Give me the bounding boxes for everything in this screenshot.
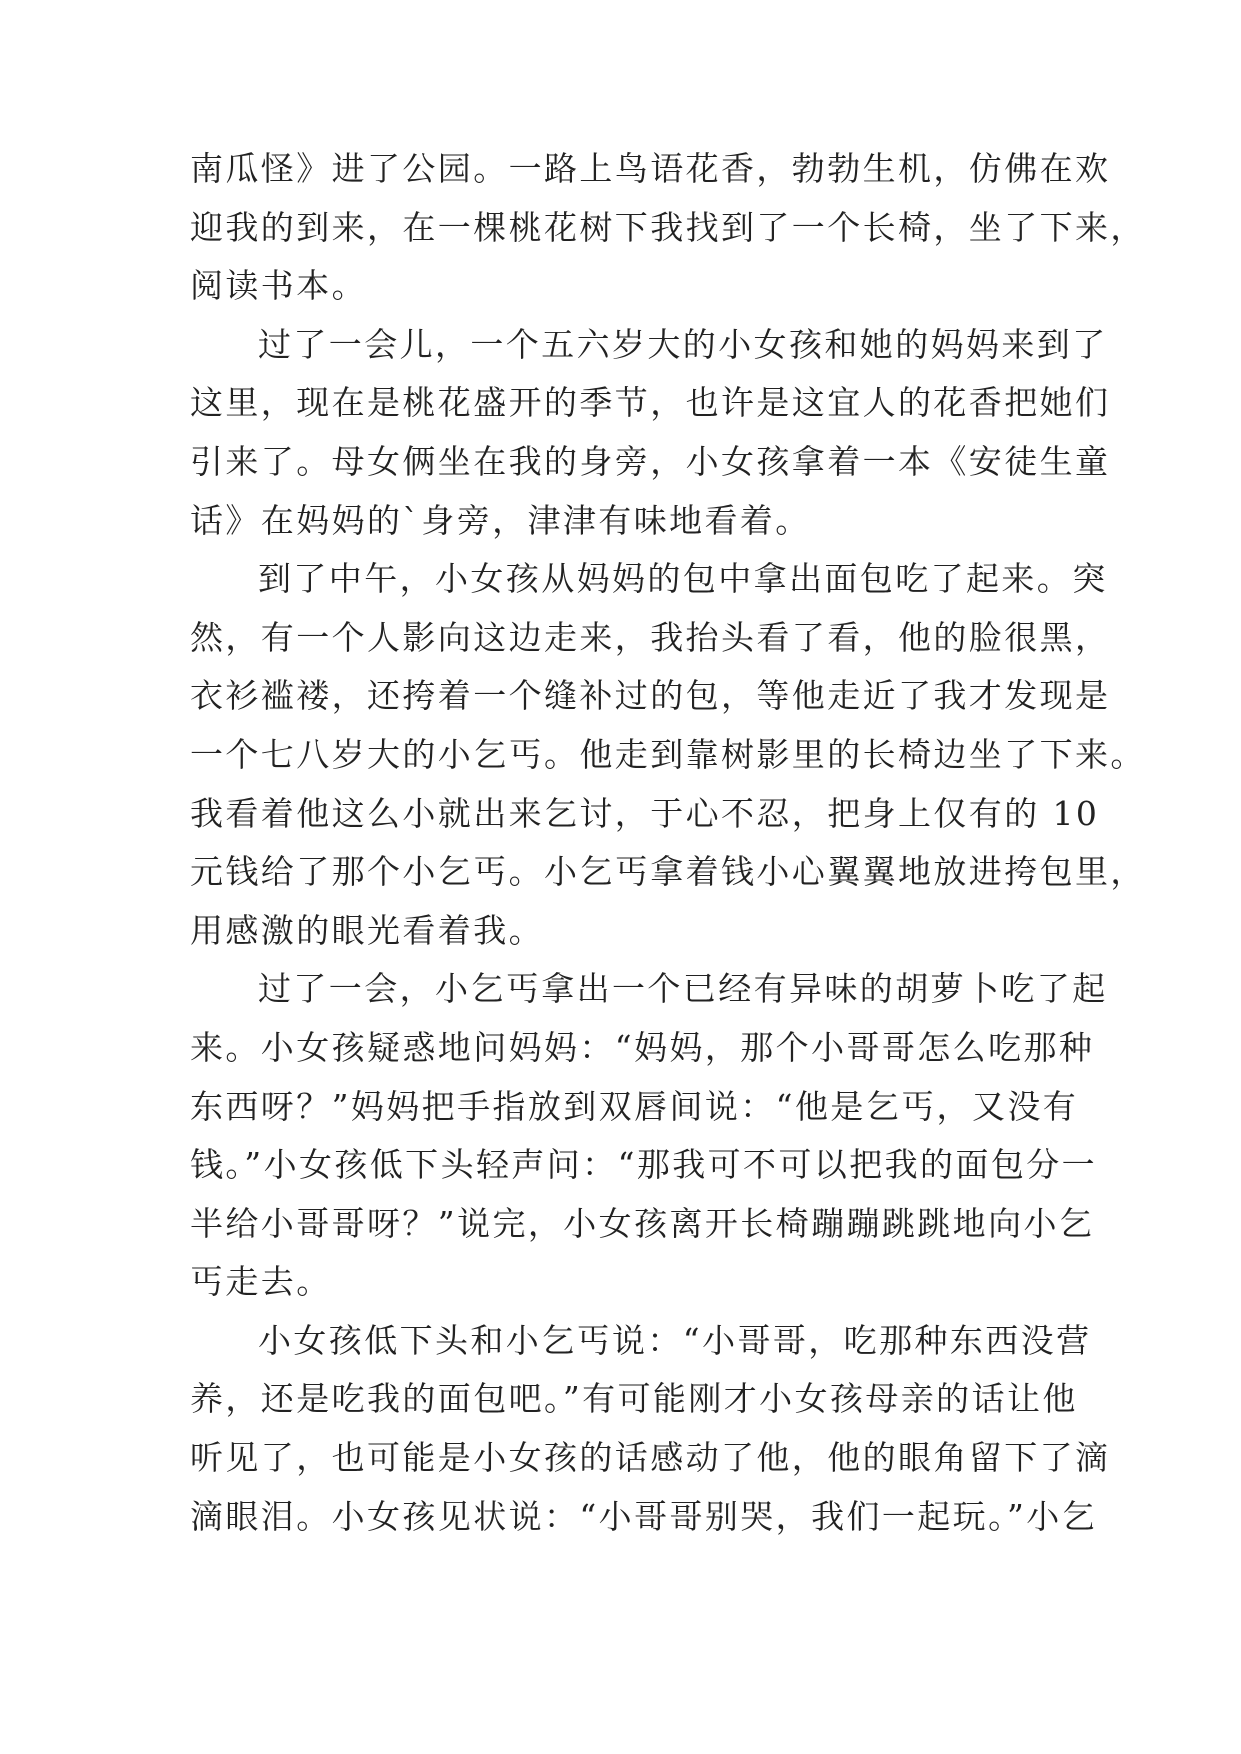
text-line: 钱。”小女孩低下头轻声问：“那我可不可以把我的面包分一 xyxy=(190,1145,1098,1185)
text-line: 用感激的眼光看着我。 xyxy=(190,910,544,950)
text-line: 衣衫褴褛，还挎着一个缝补过的包，等他走近了我才发现是 xyxy=(190,676,1111,716)
text-line: 来。小女孩疑惑地问妈妈：“妈妈，那个小哥哥怎么吃那种 xyxy=(190,1027,1095,1067)
text-line: 话》在妈妈的`身旁，津津有味地看着。 xyxy=(190,500,811,540)
text-line: 这里，现在是桃花盛开的季节，也许是这宜人的花香把她们 xyxy=(190,383,1111,423)
text-line: 到了中午，小女孩从妈妈的包中拿出面包吃了起来。突 xyxy=(258,559,1108,599)
text-line: 听见了，也可能是小女孩的话感动了他，他的眼角留下了滴 xyxy=(190,1438,1111,1478)
text-line: 南瓜怪》进了公园。一路上鸟语花香，勃勃生机，仿佛在欢 xyxy=(190,149,1111,188)
text-line: 元钱给了那个小乞丐。小乞丐拿着钱小心翼翼地放进挎包里， xyxy=(190,852,1146,892)
text-line: 滴眼泪。小女孩见状说：“小哥哥别哭，我们一起玩。”小乞 xyxy=(190,1496,1098,1536)
text-line: 迎我的到来，在一棵桃花树下我找到了一个长椅，坐了下来， xyxy=(190,207,1146,247)
text-line: 丐走去。 xyxy=(190,1262,332,1302)
text-line: 半给小哥哥呀？”说完，小女孩离开长椅蹦蹦跳跳地向小乞 xyxy=(190,1203,1095,1243)
text-line: 然，有一个人影向这边走来，我抬头看了看，他的脸很黑， xyxy=(190,617,1111,657)
text-line: 小女孩低下头和小乞丐说：“小哥哥，吃那种东西没营 xyxy=(258,1320,1092,1360)
text-line: 东西呀？”妈妈把手指放到双唇间说：“他是乞丐，又没有 xyxy=(190,1086,1079,1126)
text-line: 我看着他这么小就出来乞讨，于心不忍，把身上仅有的 10 xyxy=(190,793,1100,833)
text-line: 养，还是吃我的面包吧。”有可能刚才小女孩母亲的话让他 xyxy=(190,1379,1078,1419)
text-line: 引来了。母女俩坐在我的身旁，小女孩拿着一本《安徒生童 xyxy=(190,441,1111,481)
text-line: 过了一会儿，一个五六岁大的小女孩和她的妈妈来到了 xyxy=(258,324,1108,364)
document-body xyxy=(190,140,1146,1546)
text-line: 过了一会，小乞丐拿出一个已经有异味的胡萝卜吃了起 xyxy=(258,969,1108,1009)
text-line: 阅读书本。 xyxy=(190,266,367,306)
text-line: 一个七八岁大的小乞丐。他走到靠树影里的长椅边坐了下来。 xyxy=(190,734,1146,774)
